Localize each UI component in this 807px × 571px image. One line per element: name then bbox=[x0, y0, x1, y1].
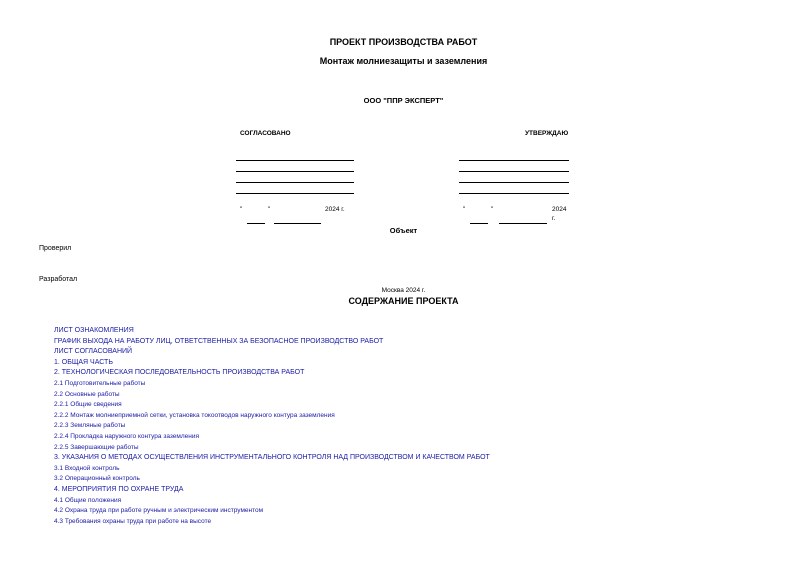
date-month-line bbox=[499, 223, 547, 224]
toc-item[interactable]: 4.3 Требования охраны труда при работе на высоте bbox=[54, 517, 212, 525]
toc-item[interactable]: 1. ОБЩАЯ ЧАСТЬ bbox=[54, 358, 113, 366]
date-year-left: 2024 г. bbox=[325, 206, 345, 213]
toc-item[interactable]: 2.2.2 Монтаж молниеприемной сетки, установка токоотводов наружного контура заземления bbox=[54, 411, 335, 419]
toc-item[interactable]: 2.2 Основные работы bbox=[54, 390, 120, 398]
signature-line bbox=[236, 160, 354, 161]
toc-item[interactable]: 2.1 Подготовительные работы bbox=[54, 379, 146, 387]
toc-item[interactable]: 2.2.3 Земляные работы bbox=[54, 422, 126, 430]
signature-line bbox=[236, 193, 354, 194]
toc-item[interactable]: 3.1 Входной контроль bbox=[54, 464, 120, 472]
date-quote-close-left: " bbox=[268, 206, 271, 213]
toc-item[interactable]: 2. ТЕХНОЛОГИЧЕСКАЯ ПОСЛЕДОВАТЕЛЬНОСТЬ ПРОИЗВОДСТВА РАБОТ bbox=[54, 369, 305, 377]
date-day-line bbox=[247, 223, 265, 224]
city-year: Москва 2024 г. bbox=[381, 287, 426, 294]
signature-line bbox=[236, 182, 354, 183]
date-quote-open-right: " bbox=[463, 206, 466, 213]
document-subtitle: Монтаж молниезащиты и заземления bbox=[319, 56, 488, 66]
approval-label-right: УТВЕРЖДАЮ bbox=[525, 130, 569, 137]
toc-item[interactable]: 3. УКАЗАНИЯ О МЕТОДАХ ОСУЩЕСТВЛЕНИЯ ИНСТРУМЕНТАЛЬНОГО КОНТРОЛЯ НАД ПРОИЗВОДСТВОМ И КАЧЕСТВОМ РАБОТ bbox=[54, 454, 490, 462]
toc-item[interactable]: 4.1 Общие положения bbox=[54, 496, 122, 504]
document-title: ПРОЕКТ ПРОИЗВОДСТВА РАБОТ bbox=[329, 37, 478, 47]
approval-label-left: СОГЛАСОВАНО bbox=[240, 130, 291, 137]
date-quote-close-right: " bbox=[491, 206, 494, 213]
toc-item[interactable]: ГРАФИК ВЫХОДА НА РАБОТУ ЛИЦ, ОТВЕТСТВЕННЫХ ЗА БЕЗОПАСНОЕ ПРОИЗВОДСТВО РАБОТ bbox=[54, 337, 384, 345]
date-month-line bbox=[274, 223, 321, 224]
toc-item[interactable]: 2.2.5 Завершающие работы bbox=[54, 443, 139, 451]
date-quote-open-left: " bbox=[240, 206, 243, 213]
toc-item[interactable]: 4. МЕРОПРИЯТИЯ ПО ОХРАНЕ ТРУДА bbox=[54, 485, 184, 493]
table-of-contents bbox=[54, 326, 490, 527]
developed-by-label: Разработал bbox=[39, 276, 78, 283]
toc-item[interactable]: ЛИСТ ОЗНАКОМЛЕНИЯ bbox=[54, 327, 134, 334]
date-year-suffix-right: г. bbox=[552, 215, 556, 222]
toc-item[interactable]: 4.2 Охрана труда при работе ручным и электрическим инструментом bbox=[54, 507, 264, 515]
signature-line bbox=[236, 171, 354, 172]
date-year-right: 2024 bbox=[552, 206, 567, 213]
signature-line bbox=[459, 171, 569, 172]
signature-line bbox=[459, 193, 569, 194]
date-day-line bbox=[470, 223, 488, 224]
toc-item[interactable]: 3.2 Операционный контроль bbox=[54, 475, 140, 483]
signature-line bbox=[459, 160, 569, 161]
company-name: ООО "ППР ЭКСПЕРТ" bbox=[363, 96, 444, 105]
object-label: Объект bbox=[389, 226, 418, 235]
signature-line bbox=[459, 182, 569, 183]
toc-item[interactable]: ЛИСТ СОГЛАСОВАНИЙ bbox=[54, 348, 133, 356]
toc-title: СОДЕРЖАНИЕ ПРОЕКТА bbox=[348, 296, 459, 306]
checked-by-label: Проверил bbox=[39, 245, 72, 252]
toc-item[interactable]: 2.2.1 Общие сведения bbox=[54, 401, 122, 409]
toc-item[interactable]: 2.2.4 Прокладка наружного контура заземления bbox=[54, 432, 200, 440]
